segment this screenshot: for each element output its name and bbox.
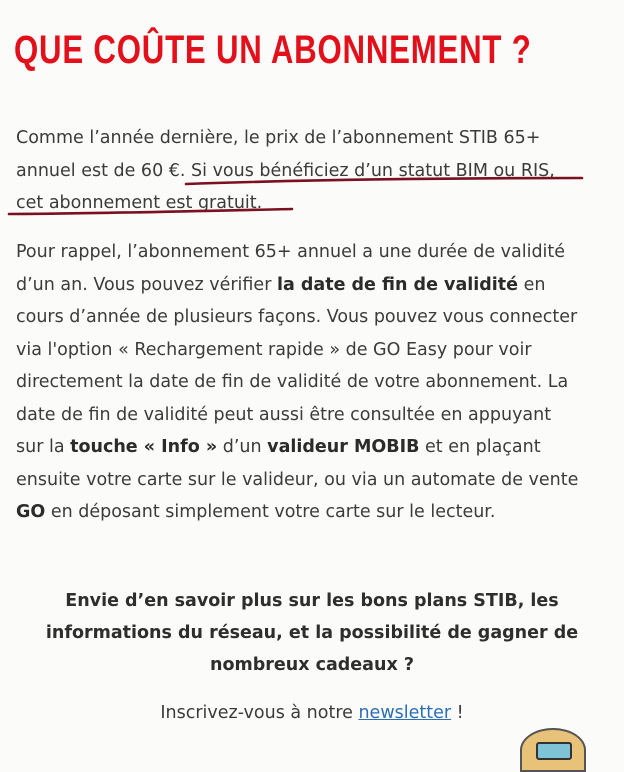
newsletter-cta (0, 585, 624, 681)
text-run: sur la (16, 437, 71, 457)
validity-line-9 (16, 496, 616, 529)
cta-line-3: nombreux cadeaux ? (210, 655, 414, 675)
bold-info-key: touche « Info » (70, 437, 218, 457)
newsletter-link[interactable]: newsletter (358, 703, 452, 723)
bold-mobib: valideur MOBIB (267, 437, 420, 457)
cta-line-2: informations du réseau, et la possibilité de gagner de (45, 623, 579, 643)
text-run: et en plaçant (419, 437, 541, 457)
price-text: annuel est de 60 €. (16, 160, 192, 181)
text-run: en (518, 274, 546, 295)
validity-line-8: ensuite votre carte sur le valideur, ou via un automate de vente (16, 469, 579, 490)
validity-line-4: via l'option « Rechargement rapide » de GO Easy pour voir (16, 339, 532, 360)
price-paragraph (16, 122, 616, 220)
bus-illustration-icon (520, 728, 586, 772)
page-title: QUE COÛTE UN ABONNEMENT ? (14, 28, 532, 72)
validity-line-1: Pour rappel, l’abonnement 65+ annuel a une durée de validité (16, 242, 566, 262)
signup-suffix: ! (451, 703, 464, 723)
free-line: cet abonnement est gratuit. (16, 193, 263, 213)
text-run: d’un (217, 437, 268, 457)
validity-line-7 (16, 431, 616, 464)
bus-window-icon (536, 742, 572, 760)
price-line-2 (16, 155, 616, 188)
signup-prefix: Inscrivez-vous à notre (160, 703, 359, 723)
cta-line-1: Envie d’en savoir plus sur les bons plans STIB, les (65, 591, 559, 611)
validity-line-6: date de fin de validité peut aussi être consultée en appuyant (16, 404, 552, 425)
text-run: en déposant simplement votre carte sur le lecteur. (45, 502, 496, 522)
text-run: d’un an. Vous pouvez vérifier (16, 274, 277, 295)
signup-line (0, 703, 624, 723)
bold-go: GO (16, 502, 46, 522)
price-line-1: Comme l’année dernière, le prix de l’abonnement STIB 65+ (16, 128, 541, 148)
bold-end-date: la date de fin de validité (276, 274, 519, 295)
validity-line-5: directement la date de fin de validité de votre abonnement. La (16, 372, 569, 392)
validity-line-2 (16, 269, 616, 302)
validity-line-3: cours d’année de plusieurs façons. Vous pouvez vous connecter (16, 307, 578, 327)
validity-paragraph (16, 236, 616, 529)
bim-ris-text: Si vous bénéficiez d’un statut BIM ou RIS, (191, 160, 555, 181)
